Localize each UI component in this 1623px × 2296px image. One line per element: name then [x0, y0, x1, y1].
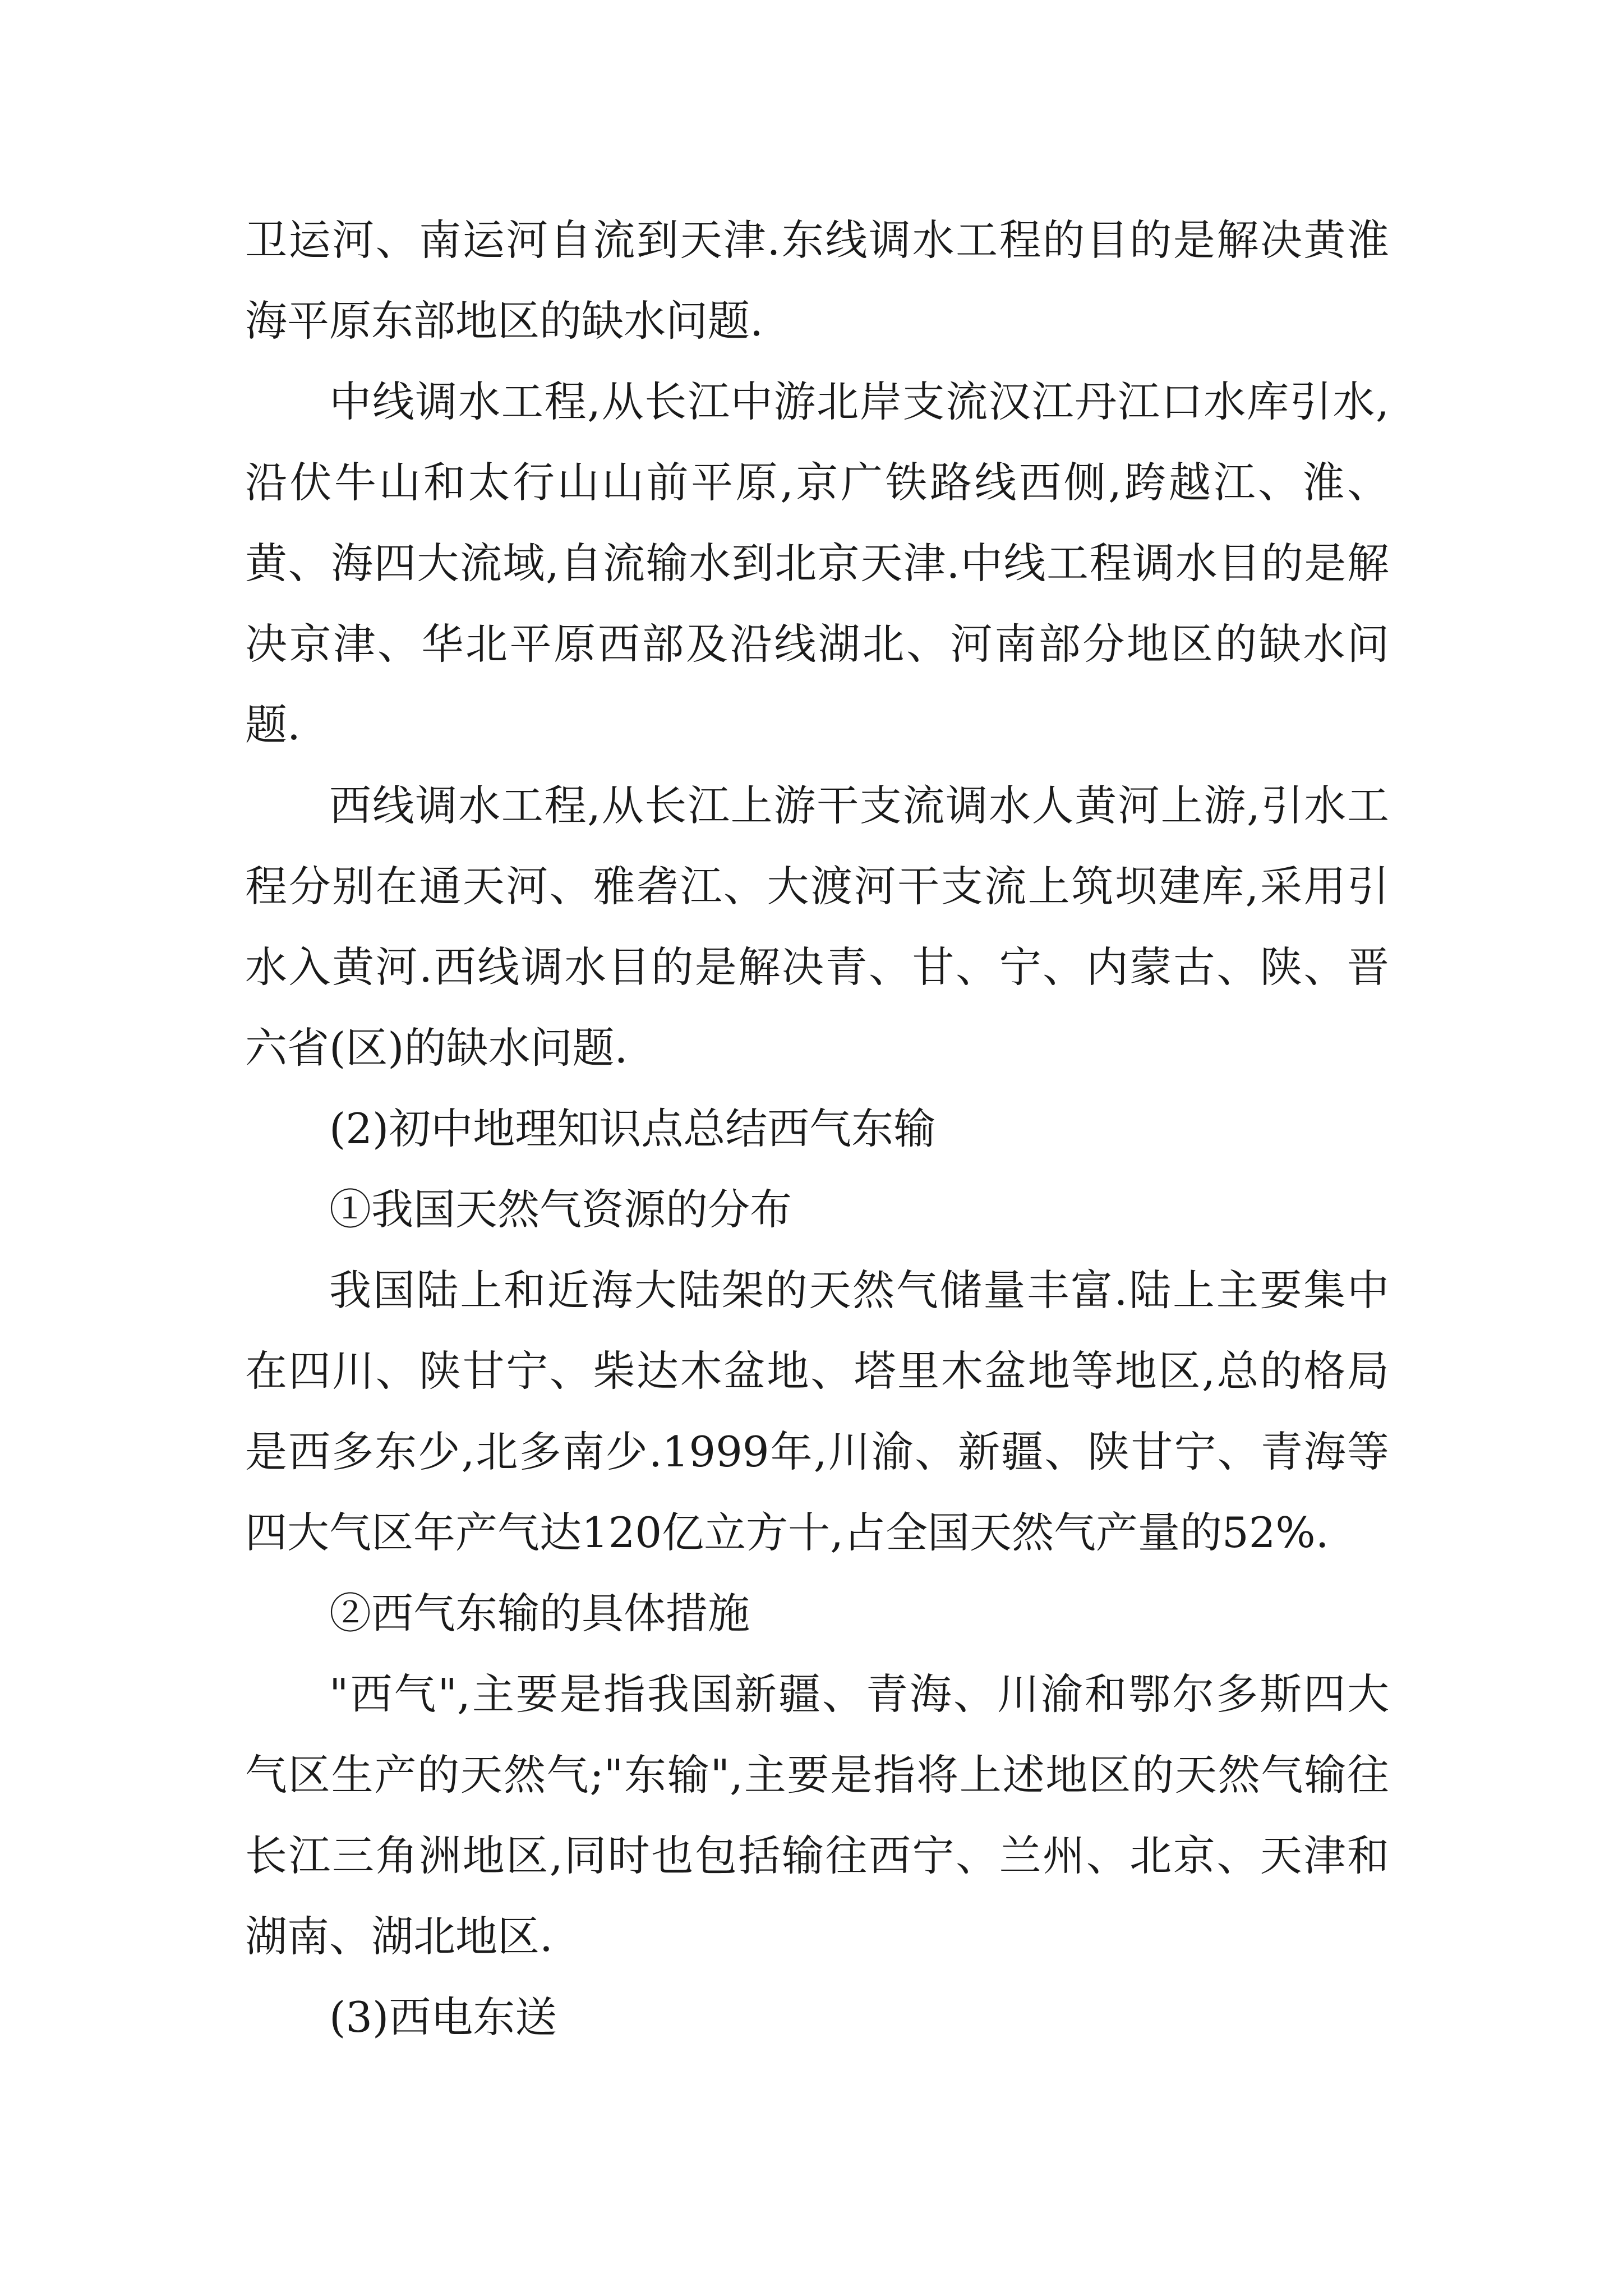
- paragraph-1: 卫运河、南运河自流到天津.东线调水工程的目的是解决黄淮海平原东部地区的缺水问题.: [245, 215, 1389, 346]
- paragraph-3: 西线调水工程,从长江上游干支流调水人黄河上游,引水工程分别在通天河、雅砻江、大渡河干支流上筑坝建库,采用引水入黄河.西线调水目的是解决青、甘、宁、内蒙古、陕、晋六省(区)的缺水问题.: [245, 781, 1389, 1073]
- subheading-2: ②西气东输的具体措施: [329, 1589, 750, 1638]
- paragraph-4: 我国陆上和近海大陆架的天然气储量丰富.陆上主要集中在四川、陕甘宁、柴达木盆地、塔里木盆地等地区,总的格局是西多东少,北多南少.1999年,川渝、新疆、陕甘宁、青海等四大气区年产气达120亿立方十,占全国天然气产量的52%.: [245, 1266, 1389, 1557]
- paragraph-2: 中线调水工程,从长江中游北岸支流汉江丹江口水库引水,沿伏牛山和太行山山前平原,京广铁路线西侧,跨越江、淮、黄、海四大流域,自流输水到北京天津.中线工程调水目的是解决京津、华北平原西部及沿线湖北、河南部分地区的缺水问题.: [245, 377, 1389, 749]
- section-heading-3: (3)西电东送: [329, 1993, 557, 2042]
- subheading-1: ①我国天然气资源的分布: [329, 1185, 792, 1234]
- section-heading-2: (2)初中地理知识点总结西气东输: [329, 1104, 936, 1153]
- paragraph-5: "西气",主要是指我国新疆、青海、川渝和鄂尔多斯四大气区生产的天然气;"东输",主要是指将上述地区的天然气输往长江三角洲地区,同时也包括输往西宁、兰州、北京、天津和湖南、湖北地区.: [245, 1669, 1389, 1961]
- document-body: [245, 200, 1389, 2058]
